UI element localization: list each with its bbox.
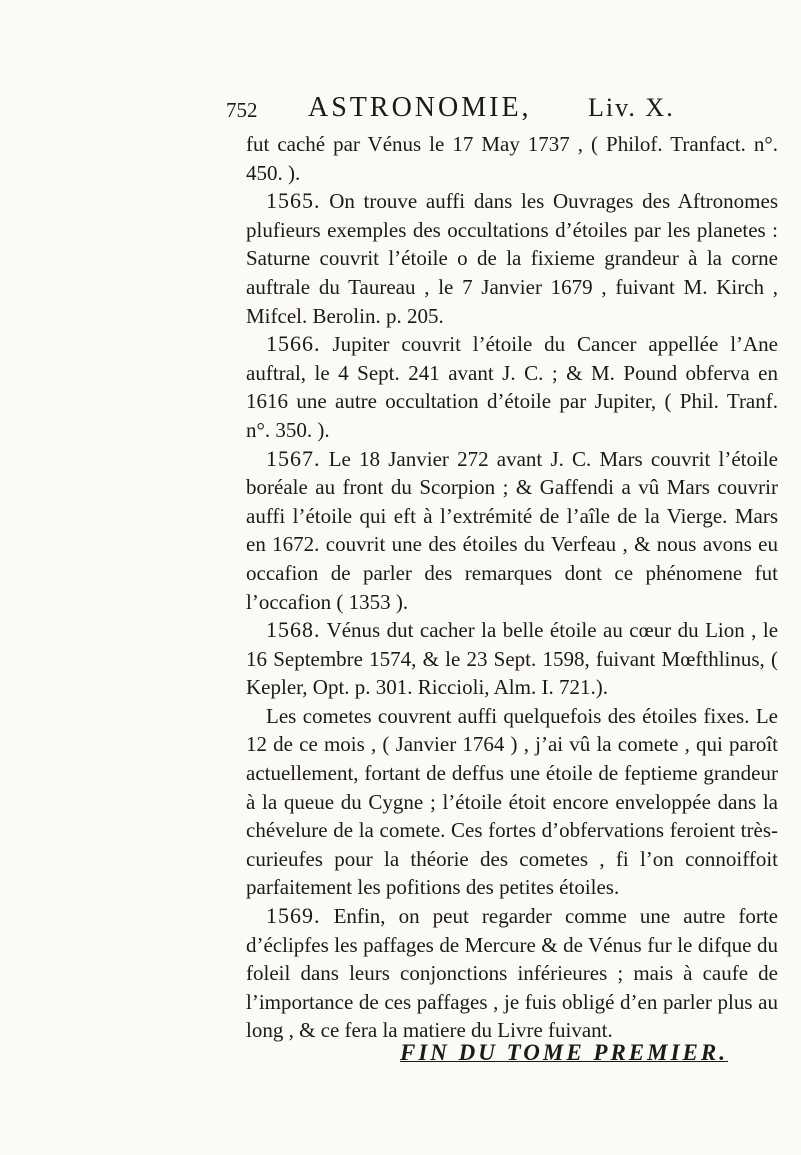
- page-number: 752: [226, 98, 258, 122]
- paragraph-text: fut caché par Vénus le 17 May 1737 , ( Philof. Tranfact. n°. 450. ).: [246, 132, 778, 185]
- book-label: Liv. X.: [588, 93, 675, 122]
- paragraph-1565: [246, 187, 778, 330]
- paragraph-text: Les cometes couvrent auffi quelquefois des étoiles fixes. Le 12 de ce mois , ( Janvier 1764 ) , j’ai vû la comete , qui paroît actuellement, fortant de deffus une étoile de feptieme grandeur à la queue du Cygne ; l’étoile étoit encore enveloppée dans la chévelure de la comete. Ces fortes d’obfervations feroient très-curieufes pour la théorie des cometes , fi l’on connoiffoit parfaitement les pofitions des petites étoiles.: [246, 703, 778, 900]
- running-title: ASTRONOMIE,: [308, 92, 532, 123]
- paragraph-cometes: [246, 702, 778, 902]
- paragraph-1567: [246, 445, 778, 617]
- body-text: [246, 130, 778, 1045]
- running-head: [226, 92, 675, 128]
- paragraph-number: 1569.: [266, 903, 321, 929]
- paragraph-number: 1565.: [266, 188, 321, 214]
- paragraph-number: 1567.: [266, 445, 321, 471]
- paragraph-continuation: [246, 130, 778, 187]
- paragraph-number: 1566.: [266, 331, 321, 357]
- paragraph-text: Le 18 Janvier 272 avant J. C. Mars couvrit l’étoile boréale au front du Scorpion ; & Gaffendi a vû Mars couvrir auffi l’étoile qui eft à l’extrémité de l’aîle de la Vierge. Mars en 1672. couvrit une des étoiles du Verfeau , & nous avons eu occafion de parler des remarques dont ce phénomene fut l’occafion ( 1353 ).: [246, 446, 779, 614]
- paragraph-text: Vénus dut cacher la belle étoile au cœur du Lion , le 16 Septembre 1574, & le 23 Sept. 1598, fuivant Mœfthlinus, ( Kepler, Opt. p. 301. Riccioli, Alm. I. 721.).: [246, 618, 779, 700]
- end-of-volume-mark: FIN DU TOME PREMIER.: [400, 1040, 728, 1065]
- paragraph-text: Enfin, on peut regarder comme une autre forte d’éclipfes les paffages de Mercure & de Vénus fur le difque du foleil dans leurs conjonctions inférieures ; mais à caufe de l’importance de ces paffages , je fuis obligé d’en parler plus au long , & ce fera la matiere du Livre fuivant.: [246, 904, 778, 1043]
- paragraph-text: On trouve auffi dans les Ouvrages des Aftronomes plufieurs exemples des occultations d’étoiles par les planetes : Saturne couvrit l’étoile o de la fixieme grandeur à la corne auftrale du Taureau , le 7 Janvier 1679 , fuivant M. Kirch , Mifcel. Berolin. p. 205.: [246, 189, 778, 328]
- paragraph-1566: [246, 330, 778, 444]
- paragraph-number: 1568.: [266, 617, 321, 643]
- paragraph-text: Jupiter couvrit l’étoile du Cancer appellée l’Ane auftral, le 4 Sept. 241 avant J. C. ; & M. Pound obferva en 1616 une autre occultation d’étoile par Jupiter, ( Phil. Tranf. n°. 350. ).: [246, 332, 779, 442]
- paragraph-1569: [246, 902, 778, 1045]
- paragraph-1568: [246, 616, 778, 702]
